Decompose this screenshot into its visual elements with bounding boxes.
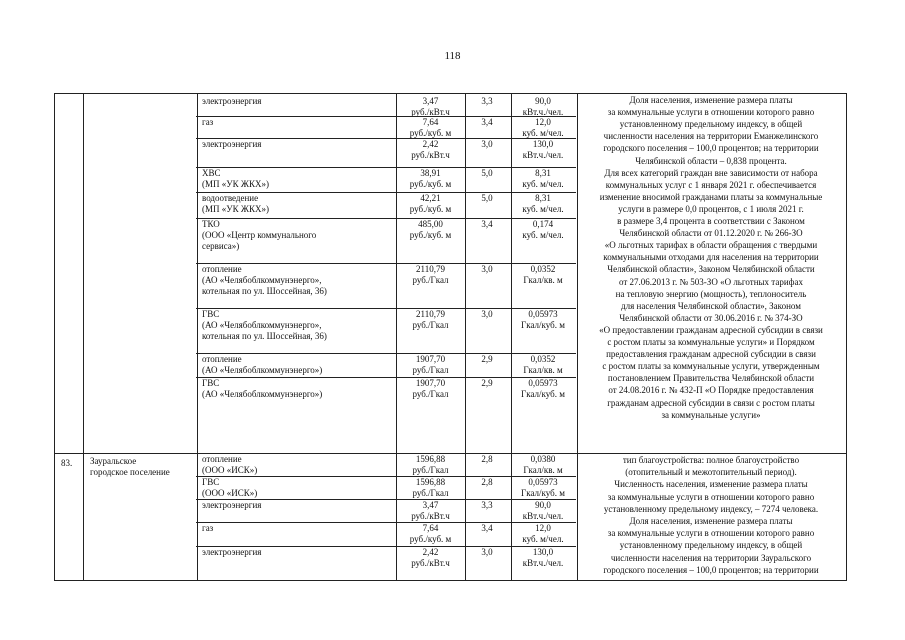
index-value: 2,9 (481, 354, 493, 364)
tariff-value: руб./куб. м (409, 128, 452, 138)
description-line: Челябинской области – 0,838 процента. (635, 155, 787, 166)
norm-value: 0,174 (532, 219, 554, 229)
norm-value: 0,0380 (530, 454, 556, 464)
service-name: котельная по ул. Шоссейная, 36) (202, 286, 327, 296)
service-name: (АО «Челябоблкоммунэнерго») (202, 365, 323, 375)
tariff-value: 1596,88 (415, 454, 446, 464)
service-name: газ (202, 523, 214, 533)
norm-value: кВт.ч./чел. (522, 150, 564, 160)
norm-value: 0,0352 (530, 354, 556, 364)
norm-value: Гкал/куб. м (521, 320, 565, 330)
description-line: для населения Челябинской области», Законом (621, 300, 801, 311)
norm-value: кВт.ч./чел. (522, 107, 564, 117)
index-value: 2,8 (481, 454, 493, 464)
norm-value: Гкал/кв. м (523, 365, 563, 375)
service-name: (АО «Челябоблкоммунэнерго», (202, 320, 322, 330)
description-line: постановлением Правительства Челябинской области (607, 373, 815, 384)
service-name: (ООО «ИСК») (202, 465, 258, 475)
index-value: 2,9 (481, 378, 493, 388)
description-line: Численность населения, изменение размера платы (614, 479, 808, 490)
description-line: численности населения на территории Еманжелинского (603, 131, 819, 142)
service-name: (ООО «ИСК») (202, 488, 258, 498)
tariff-value: 1596,88 (415, 477, 446, 487)
norm-value: 0,05973 (528, 477, 558, 487)
tariff-value: руб./кВт.ч (411, 511, 450, 521)
norm-value: 8,31 (535, 168, 551, 178)
description-line: Челябинской области от 30.06.2016 г. № 374-ЗО (619, 312, 803, 323)
settlement-name-line-1: Зауральское (90, 456, 137, 466)
tariff-value: руб./Гкал (412, 488, 449, 498)
description-line: гражданам адресной субсидии в связи с ростом платы (607, 397, 815, 408)
description-line: за коммунальные услуги в отношении которого равно (607, 107, 815, 118)
service-name: ХВС (202, 168, 221, 178)
index-value: 2,8 (481, 477, 493, 487)
description-line: за коммунальные услуги в отношении которого равно (607, 491, 815, 502)
description-line: (отопительный и межотопительный период). (625, 467, 797, 478)
index-value: 3,3 (481, 96, 493, 106)
service-name: водоотведение (202, 193, 259, 203)
norm-value: 90,0 (535, 500, 551, 510)
description-line: городского поселения – 100,0 процентов; на территории (603, 143, 819, 154)
tariff-value: 3,47 (422, 500, 439, 510)
service-name: электроэнергия (202, 96, 262, 106)
index-value: 3,4 (481, 523, 493, 533)
settlement-name-line-2: городское поселение (90, 467, 170, 477)
service-name: отопление (202, 354, 242, 364)
description-line: Доля населения, изменение размера платы (629, 516, 793, 526)
tariff-value: руб./кВт.ч (411, 150, 450, 160)
tariff-value: руб./куб. м (409, 204, 452, 214)
tariff-value: 7,64 (422, 523, 439, 533)
norm-value: 130,0 (532, 547, 554, 557)
service-name: котельная по ул. Шоссейная, 36) (202, 331, 327, 341)
description-line: Челябинской области от 01.12.2020 г. № 266-ЗО (619, 228, 803, 239)
tariff-value: 3,47 (422, 96, 439, 106)
description-line: «О льготных тарифах в области обращения с твердыми (604, 240, 818, 251)
service-name: (МП «УК ЖКХ») (202, 204, 269, 214)
index-value: 3,4 (481, 117, 493, 127)
service-name: (АО «Челябоблкоммунэнерго», (202, 275, 322, 285)
tariff-value: руб./Гкал (412, 275, 449, 285)
norm-value: кВт.ч./чел. (522, 558, 564, 568)
norm-value: кВт.ч./чел. (522, 511, 564, 521)
index-value: 3,4 (481, 219, 493, 229)
tariff-value: руб./Гкал (412, 320, 449, 330)
norm-value: 12,0 (535, 523, 551, 533)
service-name: ТКО (202, 219, 220, 229)
service-name: отопление (202, 264, 242, 274)
tariff-value: 38,91 (420, 168, 441, 178)
service-name: газ (202, 117, 214, 127)
description-line: коммунальных услуг с 1 января 2021 г. обеспечивается (605, 179, 817, 190)
norm-value: куб. м/чел. (522, 230, 564, 240)
description-line: за коммунальные услуги» (661, 409, 761, 420)
description-line: тип благоустройства: полное благоустройство (622, 455, 800, 465)
description-line: предоставления гражданам адресной субсидии в связи (606, 349, 816, 360)
page-number: 118 (444, 50, 461, 62)
description-line: коммунальными отходами для населения на территории (603, 252, 819, 263)
norm-value: Гкал/куб. м (521, 389, 565, 399)
tariff-value: 2,42 (422, 139, 439, 149)
description-line: установленному предельному индексу, в общей (619, 119, 803, 130)
norm-value: Гкал/кв. м (523, 275, 563, 285)
tariff-value: 1907,70 (415, 354, 446, 364)
tariff-value: руб./Гкал (412, 365, 449, 375)
index-value: 3,0 (481, 547, 493, 557)
tariff-value: руб./Гкал (412, 465, 449, 475)
service-name: электроэнергия (202, 500, 262, 510)
tariff-value: 2110,79 (416, 309, 445, 319)
tariff-value: 2,42 (422, 547, 439, 557)
norm-value: Гкал/кв. м (523, 465, 563, 475)
tariff-value: руб./куб. м (409, 534, 452, 544)
tariff-value: 485,00 (418, 219, 443, 229)
norm-value: куб. м/чел. (522, 534, 564, 544)
service-name: (ООО «Центр коммунального (202, 230, 317, 240)
tariff-value: 2110,79 (416, 264, 445, 274)
service-name: (АО «Челябоблкоммунэнерго») (202, 389, 323, 399)
tariff-value: руб./кВт.ч (411, 107, 450, 117)
description-line: от 27.06.2013 г. № 503-ЗО «О льготных тарифах (618, 276, 803, 287)
service-name: сервиса») (202, 241, 240, 251)
description-line: городского поселения – 100,0 процентов; на территории (603, 564, 819, 575)
service-name: отопление (202, 454, 242, 464)
norm-value: 0,0352 (530, 264, 556, 274)
tariff-value: руб./куб. м (409, 179, 452, 189)
description-line: от 24.08.2016 г. № 432-П «О Порядке предоставления (608, 385, 814, 396)
tariff-value: руб./куб. м (409, 230, 452, 240)
description-line: «О предоставлении гражданам адресной субсидии в связи (599, 324, 823, 335)
norm-value: 8,31 (535, 193, 551, 203)
service-name: ГВС (202, 309, 220, 319)
tariff-value: руб./Гкал (412, 389, 449, 399)
service-name: электроэнергия (202, 139, 262, 149)
norm-value: 0,05973 (528, 378, 558, 388)
norm-value: 12,0 (535, 117, 551, 127)
norm-value: Гкал/куб. м (521, 488, 565, 498)
index-value: 3,0 (481, 309, 493, 319)
description-line: установленному предельному индексу, – 7274 человека. (603, 503, 819, 514)
norm-value: 0,05973 (528, 309, 558, 319)
description-line: с ростом платы за коммунальные услуги» и Порядком (607, 337, 815, 347)
norm-value: куб. м/чел. (522, 204, 564, 214)
description-line: численности населения на территории Зауральского (610, 552, 812, 563)
description-line: с ростом платы за коммунальные услуги, утвержденным (602, 361, 820, 372)
description-line: установленному предельному индексу, в общей (619, 540, 803, 551)
index-value: 5,0 (481, 168, 493, 178)
description-line: Для всех категорий граждан вне зависимости от набора (604, 167, 818, 178)
description-line: на тепловую энергию (мощность), теплоноситель (615, 288, 807, 299)
description-line: за коммунальные услуги в отношении которого равно (607, 528, 815, 539)
row-number: 83. (61, 458, 73, 468)
norm-value: 130,0 (532, 139, 554, 149)
tariff-value: 1907,70 (415, 378, 446, 388)
tariff-value: руб./кВт.ч (411, 558, 450, 568)
index-value: 3,3 (481, 500, 493, 510)
index-value: 3,0 (481, 139, 493, 149)
service-name: (МП «УК ЖКХ») (202, 179, 269, 189)
description-line: в размере 3,4 процента в соответствии с Законом (617, 216, 805, 226)
column-divider (83, 94, 84, 580)
description-line: Челябинской области», Законом Челябинской области (607, 264, 815, 275)
service-name: ГВС (202, 378, 220, 388)
description-line: изменение вносимой гражданами платы за коммунальные (599, 191, 823, 202)
index-value: 3,0 (481, 264, 493, 274)
tariff-value: 42,21 (420, 193, 441, 203)
description-line: Доля населения, изменение размера платы (629, 95, 793, 105)
norm-value: куб. м/чел. (522, 128, 564, 138)
service-name: электроэнергия (202, 547, 262, 557)
service-name: ГВС (202, 477, 220, 487)
index-value: 5,0 (481, 193, 493, 203)
description-line: услуги в размере 0,0 процентов, с 1 июля 2021 г. (618, 203, 804, 214)
norm-value: 90,0 (535, 96, 551, 106)
norm-value: куб. м/чел. (522, 179, 564, 189)
tariff-value: 7,64 (422, 117, 439, 127)
